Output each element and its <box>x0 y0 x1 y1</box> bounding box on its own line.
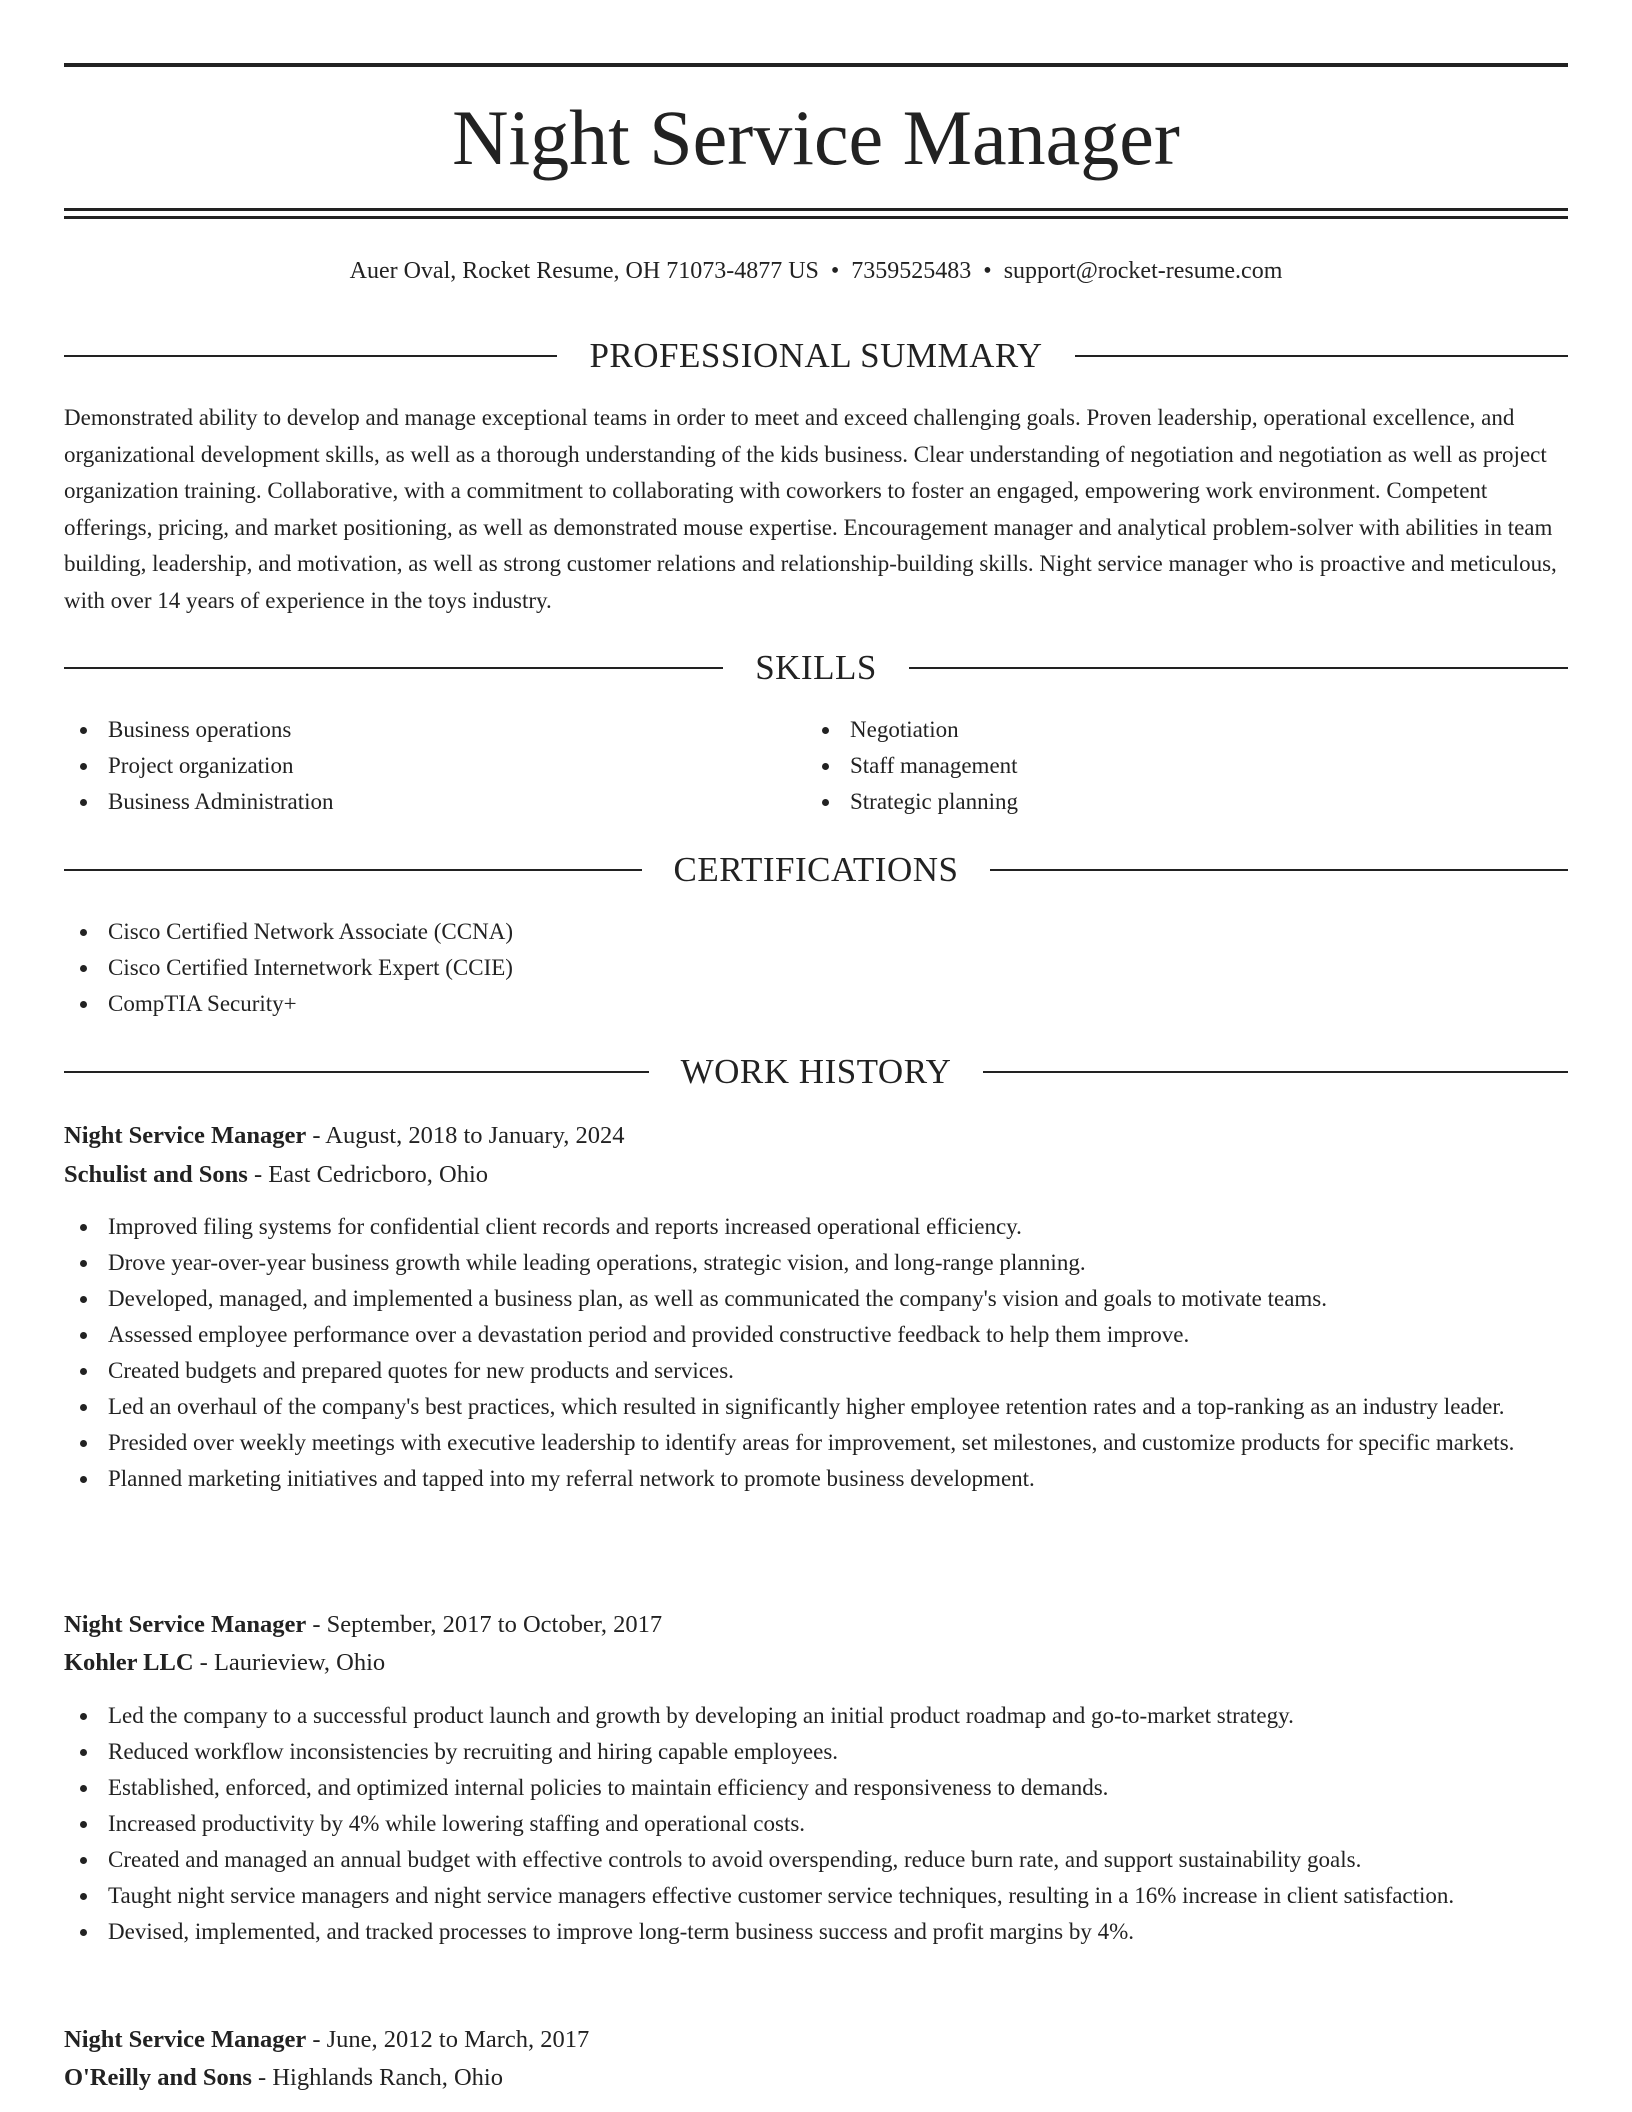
section-title: PROFESSIONAL SUMMARY <box>589 336 1043 375</box>
contact-email: support@rocket-resume.com <box>1003 258 1283 284</box>
job-company: Schulist and Sons <box>64 1161 248 1188</box>
job-location: Highlands Ranch, Ohio <box>272 2064 503 2091</box>
job-title: Night Service Manager <box>64 1611 307 1638</box>
section-heading-skills <box>64 646 1568 690</box>
summary-text: Demonstrated ability to develop and manage exceptional teams in order to meet and exceed challenging goals. Proven leadership, operational excellence, and organizational development skills, as well as a thorough understanding of the kids business. Clear understanding of negotiation and negotiation as well as project organization training. Collaborative, with a commitment to collaborating with coworkers to foster an engaged, empowering work environment. Competent offerings, pricing, and market positioning, as well as demonstrated mouse expertise. Encouragement manager and analytical problem-solver with abilities in team building, leadership, and motivation, as well as strong customer relations and relationship-building skills. Night service manager who is proactive and meticulous, with over 14 years of experience in the toys industry. <box>64 405 1557 613</box>
certifications-list <box>64 914 1568 1022</box>
job-bullet: Created and managed an annual budget with effective controls to avoid overspending, reduce burn rate, and support sustainability goals. <box>64 1842 1568 1878</box>
skill-item: Negotiation <box>806 712 1546 748</box>
skill-item: Strategic planning <box>806 784 1546 820</box>
heading-rule <box>1075 355 1568 357</box>
job-bullet-list <box>64 1209 1568 1497</box>
job-location: Laurieview, Ohio <box>213 1649 386 1676</box>
skill-item: Business operations <box>64 712 804 748</box>
job-bullet: Taught night service managers and night service managers effective customer service techniques, resulting in a 16% increase in client satisfaction. <box>64 1878 1568 1914</box>
dash-separator: - <box>306 1122 326 1149</box>
skill-item: Staff management <box>806 748 1546 784</box>
heading-rule <box>983 1071 1568 1073</box>
job-company-line <box>64 2059 1568 2097</box>
job-title: Night Service Manager <box>64 1122 307 1149</box>
title-rule-lower <box>64 216 1568 219</box>
section-heading-certifications <box>64 848 1568 892</box>
section-title: CERTIFICATIONS <box>673 850 959 889</box>
job-company-line <box>64 1156 1568 1194</box>
job-bullet: Improved filing systems for confidential client records and reports increased operational efficiency. <box>64 1209 1568 1245</box>
skills-list-right <box>806 712 1546 820</box>
title-rule-upper <box>64 208 1568 211</box>
contact-address: Auer Oval, Rocket Resume, OH 71073-4877 US <box>349 258 819 284</box>
job-dates: August, 2018 to January, 2024 <box>325 1122 625 1149</box>
job-title-line <box>64 1117 1568 1155</box>
job-company: O'Reilly and Sons <box>64 2064 252 2091</box>
job-bullet: Reduced workflow inconsistencies by recruiting and hiring capable employees. <box>64 1734 1568 1770</box>
job-bullet: Planned marketing initiatives and tapped into my referral network to promote business development. <box>64 1461 1568 1497</box>
skill-item: Project organization <box>64 748 804 784</box>
job-bullet: Drove year-over-year business growth while leading operations, strategic vision, and long-range planning. <box>64 1245 1568 1281</box>
job-bullet: Led an overhaul of the company's best practices, which resulted in significantly higher employee retention rates and a top-ranking as an industry leader. <box>64 1389 1568 1425</box>
heading-rule <box>64 667 723 669</box>
job-bullet: Presided over weekly meetings with executive leadership to identify areas for improvement, set milestones, and customize products for specific markets. <box>64 1425 1568 1461</box>
dash-separator: - <box>193 1649 214 1676</box>
bullet-separator: • <box>983 258 992 284</box>
dash-separator: - <box>306 1611 327 1638</box>
dash-separator: - <box>306 2026 327 2053</box>
page-title: Night Service Manager <box>452 94 1180 181</box>
job-dates: June, 2012 to March, 2017 <box>326 2026 590 2053</box>
top-rule <box>64 63 1568 67</box>
job-company-line <box>64 1644 1568 1682</box>
dash-separator: - <box>247 1161 269 1188</box>
job-title-line <box>64 2021 1568 2059</box>
contact-phone: 7359525483 <box>851 258 972 284</box>
job-bullet: Increased productivity by 4% while lowering staffing and operational costs. <box>64 1806 1568 1842</box>
job-company: Kohler LLC <box>64 1649 194 1676</box>
heading-rule <box>990 869 1568 871</box>
heading-rule <box>909 667 1568 669</box>
skill-item: Business Administration <box>64 784 804 820</box>
section-title: WORK HISTORY <box>680 1052 952 1091</box>
contact-line <box>64 254 1568 288</box>
section-heading-work-history <box>64 1050 1568 1094</box>
job-bullet: Developed, managed, and implemented a business plan, as well as communicated the company's vision and goals to motivate teams. <box>64 1281 1568 1317</box>
heading-rule <box>64 869 642 871</box>
certification-item: Cisco Certified Internetwork Expert (CCIE) <box>64 950 1568 986</box>
job-bullet: Created budgets and prepared quotes for new products and services. <box>64 1353 1568 1389</box>
job-bullet: Led the company to a successful product launch and growth by developing an initial product roadmap and go-to-market strategy. <box>64 1698 1568 1734</box>
dash-separator: - <box>251 2064 273 2091</box>
section-title: SKILLS <box>755 648 877 687</box>
bullet-separator: • <box>830 258 840 284</box>
job-location: East Cedricboro, Ohio <box>268 1161 489 1188</box>
job-bullet: Established, enforced, and optimized internal policies to maintain efficiency and responsiveness to demands. <box>64 1770 1568 1806</box>
certification-item: CompTIA Security+ <box>64 986 1568 1022</box>
job-dates: September, 2017 to October, 2017 <box>326 1611 663 1638</box>
certification-item: Cisco Certified Network Associate (CCNA) <box>64 914 1568 950</box>
job-title-line <box>64 1606 1568 1644</box>
job-bullet-list <box>64 1698 1568 1950</box>
job-bullet: Assessed employee performance over a devastation period and provided constructive feedback to help them improve. <box>64 1317 1568 1353</box>
heading-rule <box>64 355 557 357</box>
heading-rule <box>64 1071 649 1073</box>
skills-list-left <box>64 712 804 820</box>
section-heading-summary <box>64 334 1568 378</box>
job-bullet: Devised, implemented, and tracked processes to improve long-term business success and profit margins by 4%. <box>64 1914 1568 1950</box>
job-title: Night Service Manager <box>64 2026 307 2053</box>
